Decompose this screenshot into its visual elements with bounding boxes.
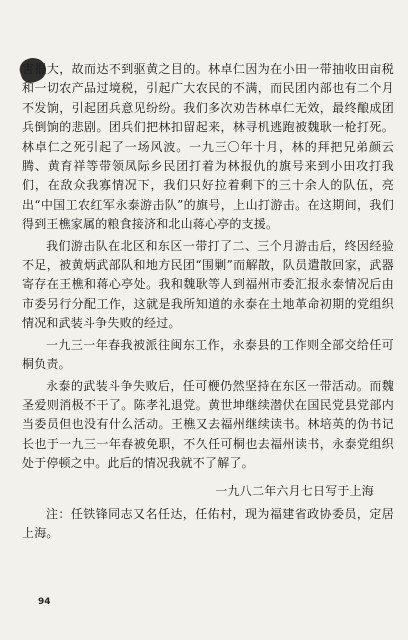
footnote: 注：任铁锋同志又名任达，任佑村，现为福建省政协委员，定居上海。 [22, 506, 394, 541]
paragraph-1: 害很大，故而达不到驱黄之目的。林卓仁因为在小田一带抽收田亩税和一切农产品过境税，引起广大农民的不满，而民团内部也有二个月不发饷，引起团兵意见纷纷。我们多次劝告林卓仁无效，最终酿成团兵倒饷的悲剧。团兵们把林扣留起来，林寻机逃跑被魏耿一枪打死。林卓仁之死引起了一场风波。一九三〇年十月，林的拜把兄弟颜云腾、黄育祥等带领凤际乡民团打着为林报仇的旗号来到小田攻打我们，在敌众我寡情况下，我们只好拉着剩下的三十余人的队伍，亮出“中国工农红军永泰游击队”的旗号，上山打游击。在这期间，我们得到王樵家属的粮食接济和北山蒋心亭的支援。 [22, 62, 394, 232]
body-text [22, 60, 394, 544]
paragraph-3: 一九三一年春我被派往闽东工作，永泰县的工作则全部交给任可桐负责。 [22, 337, 394, 372]
page-number: 94 [38, 597, 51, 607]
paragraph-2: 我们游击队在北区和东区一带打了二、三个月游击后，终因经验不足，被黄炳武部队和地方民团“围剿”而解散，队员遣散回家，武器寄存在王樵和蒋心亭处。我和魏耿等人到福州市委汇报永泰情况后由市委另行分配工作，这就是我所知道的永泰在土地革命初期的党组织情况和武装斗争失败的经过。 [22, 238, 394, 331]
signature-date: 一九八二年六月七日写于上海 [215, 483, 374, 498]
paragraph-4: 永泰的武装斗争失败后，任可楩仍然坚持在东区一带活动。而魏圣爱则消极不干了。陈孝礼退党。黄世坤继续潜伏在国民党县党部内当委员但也没有什么活动。王樵又去福州继续读书。林培英的伪书记长也于一九三一年春被免职，不久任可桐也去福州读书，永泰党组织处于停顿之中。此后的情况我就不了解了。 [22, 378, 394, 471]
